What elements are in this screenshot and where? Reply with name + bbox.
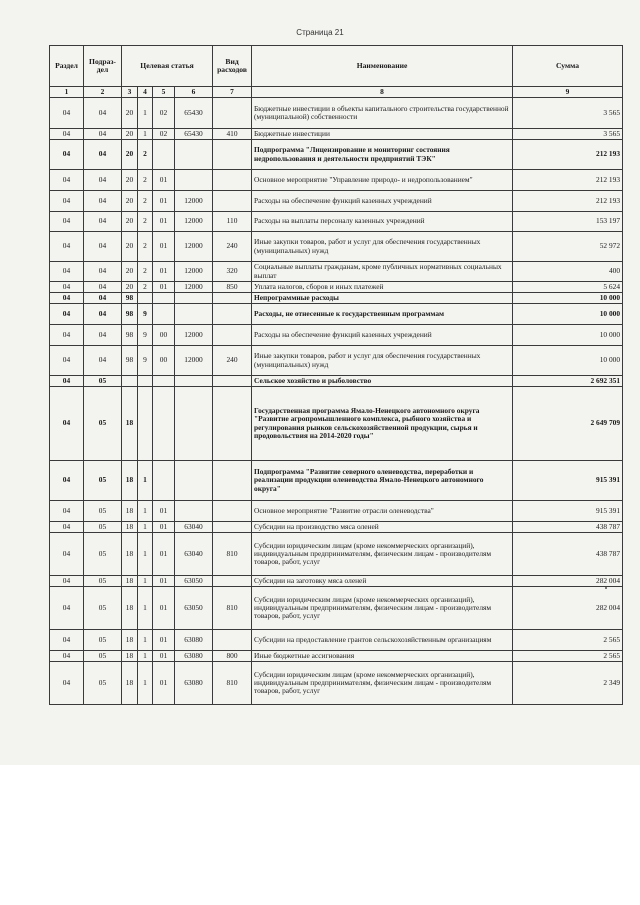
cell-podrazdel: 04 [84, 140, 122, 170]
cell-vid-rashodov [213, 191, 252, 212]
table-row [50, 501, 623, 522]
cell-naimenovanie: Субсидии на производство мяса оленей [252, 522, 513, 533]
cell-program: 18 [122, 587, 138, 630]
col-number: 9 [513, 87, 623, 98]
cell-subprogram: 2 [138, 140, 153, 170]
cell-subprogram [138, 387, 153, 461]
cell-subprogram: 9 [138, 325, 153, 346]
cell-summa: 212 193 [513, 170, 623, 191]
cell-naimenovanie: Иные закупки товаров, работ и услуг для обеспечения государственных (муниципальных) нужд [252, 232, 513, 262]
cell-razdel: 04 [50, 346, 84, 376]
cell-event: 01 [153, 630, 175, 651]
cell-direction: 12000 [175, 325, 213, 346]
cell-subprogram: 2 [138, 232, 153, 262]
table-row [50, 140, 623, 170]
cell-direction [175, 140, 213, 170]
cell-razdel: 04 [50, 140, 84, 170]
cell-vid-rashodov: 810 [213, 533, 252, 576]
table-row [50, 325, 623, 346]
cell-event: 01 [153, 576, 175, 587]
cell-direction: 12000 [175, 262, 213, 282]
cell-vid-rashodov: 410 [213, 129, 252, 140]
cell-subprogram: 1 [138, 533, 153, 576]
cell-naimenovanie: Субсидии юридическим лицам (кроме некоммерческих организаций), индивидуальным предпринимателям, физическим лицам - производителям товаров, работ, услуг [252, 533, 513, 576]
cell-razdel: 04 [50, 232, 84, 262]
cell-summa: 2 565 [513, 651, 623, 662]
cell-event: 01 [153, 651, 175, 662]
page-label: Страница 21 [296, 28, 344, 37]
cell-subprogram [138, 376, 153, 387]
cell-program: 18 [122, 387, 138, 461]
cell-program: 20 [122, 98, 138, 129]
cell-direction: 63040 [175, 522, 213, 533]
cell-summa: 3 565 [513, 98, 623, 129]
cell-vid-rashodov [213, 387, 252, 461]
cell-subprogram: 1 [138, 576, 153, 587]
cell-naimenovanie: Субсидии на заготовку мяса оленей [252, 576, 513, 587]
cell-direction: 12000 [175, 232, 213, 262]
cell-program: 20 [122, 170, 138, 191]
table-row [50, 387, 623, 461]
cell-direction [175, 304, 213, 325]
cell-podrazdel: 05 [84, 662, 122, 705]
cell-subprogram: 1 [138, 501, 153, 522]
cell-subprogram [138, 293, 153, 304]
cell-event [153, 461, 175, 501]
header-naimenovanie: Наименование [252, 46, 513, 87]
cell-direction [175, 501, 213, 522]
cell-direction: 12000 [175, 346, 213, 376]
cell-razdel: 04 [50, 262, 84, 282]
cell-podrazdel: 05 [84, 576, 122, 587]
cell-event: 01 [153, 522, 175, 533]
cell-summa: 915 391 [513, 501, 623, 522]
table-row [50, 587, 623, 630]
cell-razdel: 04 [50, 325, 84, 346]
cell-razdel: 04 [50, 576, 84, 587]
cell-vid-rashodov [213, 304, 252, 325]
cell-program: 98 [122, 293, 138, 304]
cell-razdel: 04 [50, 651, 84, 662]
cell-razdel: 04 [50, 630, 84, 651]
cell-program: 98 [122, 325, 138, 346]
cell-program: 20 [122, 262, 138, 282]
cell-summa: 212 193 [513, 191, 623, 212]
cell-summa: 2 649 709 [513, 387, 623, 461]
cell-subprogram: 1 [138, 522, 153, 533]
cell-program: 20 [122, 212, 138, 232]
cell-direction: 63040 [175, 533, 213, 576]
cell-razdel: 04 [50, 293, 84, 304]
cell-podrazdel: 05 [84, 387, 122, 461]
cell-vid-rashodov [213, 293, 252, 304]
cell-summa: 5 624 [513, 282, 623, 293]
cell-program: 18 [122, 651, 138, 662]
cell-naimenovanie: Расходы на обеспечение функций казенных учреждений [252, 191, 513, 212]
cell-program: 98 [122, 346, 138, 376]
cell-podrazdel: 05 [84, 501, 122, 522]
cell-program: 20 [122, 129, 138, 140]
cell-vid-rashodov [213, 501, 252, 522]
cell-subprogram: 2 [138, 191, 153, 212]
table-row [50, 98, 623, 129]
cell-vid-rashodov [213, 461, 252, 501]
cell-podrazdel: 04 [84, 262, 122, 282]
cell-direction: 12000 [175, 191, 213, 212]
cell-summa: 2 349 [513, 662, 623, 705]
cell-direction: 63080 [175, 662, 213, 705]
cell-naimenovanie: Социальные выплаты гражданам, кроме публичных нормативных социальных выплат [252, 262, 513, 282]
cell-summa: 438 787 [513, 522, 623, 533]
col-number: 3 [122, 87, 138, 98]
cell-subprogram: 9 [138, 304, 153, 325]
cell-vid-rashodov [213, 140, 252, 170]
cell-podrazdel: 05 [84, 630, 122, 651]
cell-event: 01 [153, 501, 175, 522]
col-number: 7 [213, 87, 252, 98]
cell-naimenovanie: Субсидии юридическим лицам (кроме некоммерческих организаций), индивидуальным предпринимателям, физическим лицам - производителям товаров, работ, услуг [252, 587, 513, 630]
cell-naimenovanie: Иные бюджетные ассигнования [252, 651, 513, 662]
cell-naimenovanie: Бюджетные инвестиции [252, 129, 513, 140]
cell-naimenovanie: Уплата налогов, сборов и иных платежей [252, 282, 513, 293]
cell-vid-rashodov: 810 [213, 662, 252, 705]
table-row [50, 304, 623, 325]
cell-razdel: 04 [50, 98, 84, 129]
cell-vid-rashodov [213, 522, 252, 533]
cell-program: 18 [122, 501, 138, 522]
table-row [50, 662, 623, 705]
cell-naimenovanie: Субсидии на предоставление грантов сельскохозяйственным организациям [252, 630, 513, 651]
cell-subprogram: 2 [138, 170, 153, 191]
cell-subprogram: 1 [138, 651, 153, 662]
cell-vid-rashodov: 800 [213, 651, 252, 662]
cell-naimenovanie: Подпрограмма "Лицензирование и мониторинг состояния недропользования и деятельности предприятий ТЭК" [252, 140, 513, 170]
cell-event: 02 [153, 129, 175, 140]
cell-event: 01 [153, 212, 175, 232]
cell-podrazdel: 04 [84, 346, 122, 376]
header-podrazdel: Подраз-дел [84, 46, 122, 87]
cell-subprogram: 2 [138, 212, 153, 232]
cell-program: 20 [122, 140, 138, 170]
cell-event: 01 [153, 191, 175, 212]
cell-event: 01 [153, 232, 175, 262]
cell-naimenovanie: Основное мероприятие "Развитие отрасли оленеводства" [252, 501, 513, 522]
cell-podrazdel: 04 [84, 232, 122, 262]
cell-program: 18 [122, 533, 138, 576]
cell-razdel: 04 [50, 212, 84, 232]
cell-direction [175, 170, 213, 191]
cell-summa: 2 692 351 [513, 376, 623, 387]
cell-subprogram: 1 [138, 630, 153, 651]
cell-subprogram: 1 [138, 129, 153, 140]
cell-summa: 2 565 [513, 630, 623, 651]
header-summa: Сумма [513, 46, 623, 87]
table-row [50, 576, 623, 587]
header-razdel: Раздел [50, 46, 84, 87]
cell-razdel: 04 [50, 587, 84, 630]
cell-direction: 63080 [175, 651, 213, 662]
cell-podrazdel: 04 [84, 304, 122, 325]
cell-event [153, 293, 175, 304]
cell-summa: 915 391 [513, 461, 623, 501]
cell-summa: 153 197 [513, 212, 623, 232]
col-number: 4 [138, 87, 153, 98]
cell-program: 18 [122, 576, 138, 587]
table-row [50, 262, 623, 282]
cell-naimenovanie: Субсидии юридическим лицам (кроме некоммерческих организаций), индивидуальным предпринимателям, физическим лицам - производителям товаров, работ, услуг [252, 662, 513, 705]
cell-direction: 12000 [175, 212, 213, 232]
cell-event: 01 [153, 262, 175, 282]
cell-program: 18 [122, 662, 138, 705]
cell-direction: 65430 [175, 98, 213, 129]
cell-razdel: 04 [50, 376, 84, 387]
cell-podrazdel: 04 [84, 325, 122, 346]
cell-vid-rashodov: 810 [213, 587, 252, 630]
cell-program: 18 [122, 522, 138, 533]
cell-naimenovanie: Государственная программа Ямало-Ненецкого автономного округа "Развитие агропромышленного комплекса, рыбного хозяйства и регулирования рынков сельскохозяйственной продукции, сырья и продовольствия на 2014-2020 годы" [252, 387, 513, 461]
cell-vid-rashodov: 850 [213, 282, 252, 293]
table-row [50, 461, 623, 501]
cell-podrazdel: 05 [84, 533, 122, 576]
cell-naimenovanie: Основное мероприятие "Управление природо- и недропользованием" [252, 170, 513, 191]
cell-program: 20 [122, 191, 138, 212]
table-row [50, 630, 623, 651]
cell-subprogram: 1 [138, 662, 153, 705]
header-celevaya-statya: Целевая статья [122, 46, 213, 87]
cell-direction: 65430 [175, 129, 213, 140]
cell-vid-rashodov: 320 [213, 262, 252, 282]
cell-subprogram: 1 [138, 587, 153, 630]
cell-summa: 282 004 [513, 576, 623, 587]
cell-podrazdel: 04 [84, 212, 122, 232]
col-number: 2 [84, 87, 122, 98]
cell-direction [175, 376, 213, 387]
cell-subprogram: 1 [138, 98, 153, 129]
table-header-row [50, 46, 623, 87]
cell-podrazdel: 04 [84, 293, 122, 304]
cell-event [153, 304, 175, 325]
cell-direction: 63050 [175, 587, 213, 630]
cell-naimenovanie: Сельское хозяйство и рыболовство [252, 376, 513, 387]
cell-event [153, 376, 175, 387]
cell-vid-rashodov [213, 376, 252, 387]
cell-subprogram: 2 [138, 282, 153, 293]
col-number: 5 [153, 87, 175, 98]
cell-direction: 63080 [175, 630, 213, 651]
cell-podrazdel: 04 [84, 98, 122, 129]
cell-summa: 10 000 [513, 304, 623, 325]
cell-summa: 212 193 [513, 140, 623, 170]
cell-event: 02 [153, 98, 175, 129]
cell-razdel: 04 [50, 282, 84, 293]
cell-podrazdel: 04 [84, 170, 122, 191]
cell-summa: 10 000 [513, 346, 623, 376]
table-row [50, 346, 623, 376]
cell-razdel: 04 [50, 501, 84, 522]
col-number: 8 [252, 87, 513, 98]
table-row [50, 282, 623, 293]
cell-razdel: 04 [50, 662, 84, 705]
cell-event: 01 [153, 662, 175, 705]
cell-podrazdel: 04 [84, 129, 122, 140]
cell-subprogram: 2 [138, 262, 153, 282]
cell-podrazdel: 05 [84, 651, 122, 662]
cell-event: 01 [153, 282, 175, 293]
cell-program: 18 [122, 461, 138, 501]
cell-razdel: 04 [50, 191, 84, 212]
cell-summa: 438 787 [513, 533, 623, 576]
cell-direction [175, 293, 213, 304]
cell-summa: 3 565 [513, 129, 623, 140]
cell-podrazdel: 05 [84, 587, 122, 630]
cell-naimenovanie: Расходы на обеспечение функций казенных учреждений [252, 325, 513, 346]
scan-mark [605, 587, 607, 589]
header-vid-rashodov: Вид расходов [213, 46, 252, 87]
col-number: 6 [175, 87, 213, 98]
column-number-row [50, 87, 623, 98]
cell-program: 20 [122, 282, 138, 293]
table-row [50, 212, 623, 232]
cell-program: 20 [122, 232, 138, 262]
budget-table [49, 45, 623, 705]
cell-summa: 400 [513, 262, 623, 282]
cell-event: 01 [153, 170, 175, 191]
cell-vid-rashodov [213, 325, 252, 346]
cell-event: 00 [153, 325, 175, 346]
table-row [50, 293, 623, 304]
table-row [50, 376, 623, 387]
cell-direction: 63050 [175, 576, 213, 587]
col-number: 1 [50, 87, 84, 98]
cell-vid-rashodov [213, 170, 252, 191]
table-row [50, 191, 623, 212]
cell-podrazdel: 04 [84, 282, 122, 293]
table-row [50, 522, 623, 533]
cell-direction: 12000 [175, 282, 213, 293]
cell-naimenovanie: Иные закупки товаров, работ и услуг для обеспечения государственных (муниципальных) нужд [252, 346, 513, 376]
cell-event: 00 [153, 346, 175, 376]
cell-naimenovanie: Расходы на выплаты персоналу казенных учреждений [252, 212, 513, 232]
table-row [50, 232, 623, 262]
table-row [50, 129, 623, 140]
cell-podrazdel: 04 [84, 191, 122, 212]
cell-vid-rashodov: 240 [213, 232, 252, 262]
cell-subprogram: 9 [138, 346, 153, 376]
cell-vid-rashodov [213, 576, 252, 587]
cell-naimenovanie: Бюджетные инвестиции в объекты капитального строительства государственной (муниципальной) собственности [252, 98, 513, 129]
cell-podrazdel: 05 [84, 522, 122, 533]
cell-vid-rashodov [213, 630, 252, 651]
cell-program [122, 376, 138, 387]
cell-vid-rashodov [213, 98, 252, 129]
cell-vid-rashodov: 110 [213, 212, 252, 232]
cell-razdel: 04 [50, 461, 84, 501]
cell-summa: 282 004 [513, 587, 623, 630]
cell-summa: 52 972 [513, 232, 623, 262]
cell-event: 01 [153, 587, 175, 630]
table-row [50, 651, 623, 662]
cell-direction [175, 461, 213, 501]
cell-razdel: 04 [50, 304, 84, 325]
cell-podrazdel: 05 [84, 461, 122, 501]
cell-program: 18 [122, 630, 138, 651]
cell-razdel: 04 [50, 129, 84, 140]
cell-vid-rashodov: 240 [213, 346, 252, 376]
cell-event: 01 [153, 533, 175, 576]
cell-naimenovanie: Непрограммные расходы [252, 293, 513, 304]
cell-naimenovanie: Подпрограмма "Развитие северного оленеводства, переработки и реализации продукции оленеводства Ямало-Ненецкого автономного округа" [252, 461, 513, 501]
cell-summa: 10 000 [513, 325, 623, 346]
cell-direction [175, 387, 213, 461]
cell-razdel: 04 [50, 522, 84, 533]
table-row [50, 533, 623, 576]
cell-naimenovanie: Расходы, не отнесенные к государственным программам [252, 304, 513, 325]
cell-event [153, 140, 175, 170]
cell-subprogram: 1 [138, 461, 153, 501]
cell-podrazdel: 05 [84, 376, 122, 387]
cell-program: 98 [122, 304, 138, 325]
cell-razdel: 04 [50, 170, 84, 191]
cell-razdel: 04 [50, 387, 84, 461]
cell-razdel: 04 [50, 533, 84, 576]
table-row [50, 170, 623, 191]
cell-event [153, 387, 175, 461]
cell-summa: 10 000 [513, 293, 623, 304]
